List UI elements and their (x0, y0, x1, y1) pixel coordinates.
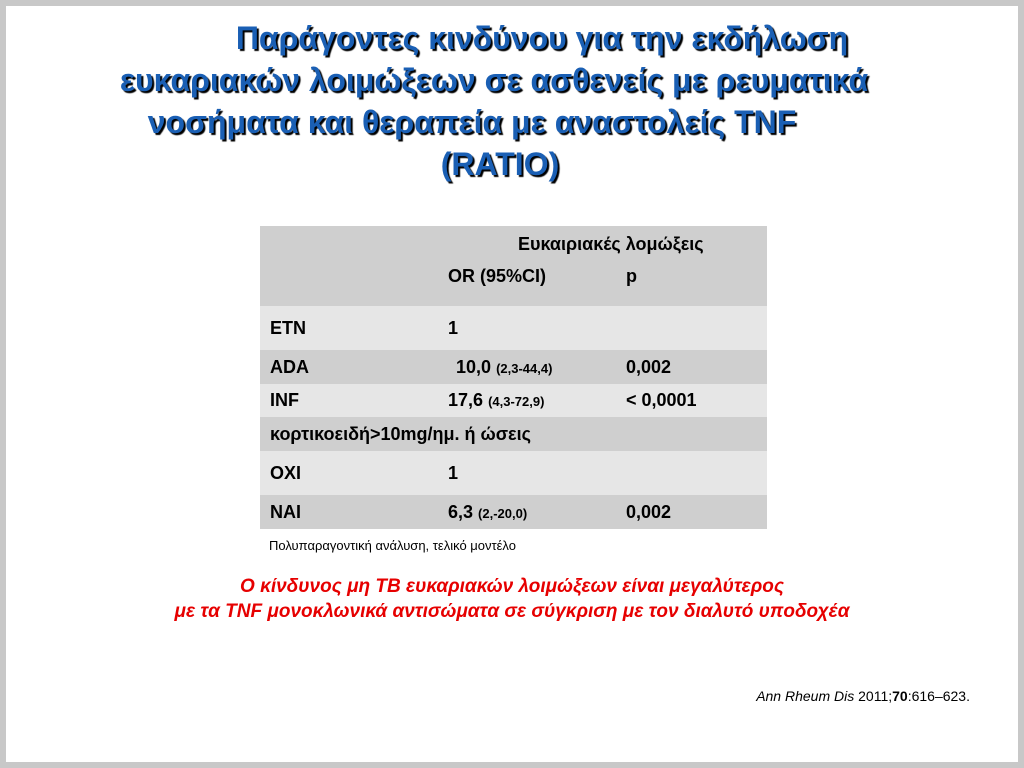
table-row (260, 451, 767, 495)
ci-value: (4,3-72,9) (488, 394, 545, 409)
column-header-p: p (616, 262, 767, 306)
section-label: κορτικοειδή>10mg/ημ. ή ώσεις (260, 417, 767, 451)
title-line-1: Παράγοντες κινδύνου για την εκδήλωση (235, 20, 849, 56)
row-p: 0,002 (616, 495, 767, 529)
row-label: ETN (260, 306, 438, 350)
row-p: 0,002 (616, 350, 767, 384)
conclusion (6, 574, 1018, 624)
row-label: INF (260, 384, 438, 417)
table-footnote: Πολυπαραγοντική ανάλυση, τελικό μοντέλο (269, 538, 516, 553)
ci-value: (2,-20,0) (478, 505, 528, 521)
ci-value: (2,3-44,4) (496, 360, 553, 376)
table-section-row (260, 417, 767, 451)
reference-volume: 70 (892, 688, 908, 704)
reference-year: 2011; (858, 688, 893, 704)
row-or (438, 495, 616, 529)
row-label: ΝΑΙ (260, 495, 438, 529)
column-header-or: OR (95%CI) (438, 262, 616, 306)
results-table (260, 226, 767, 529)
table-row (260, 350, 767, 384)
or-value: 1 (448, 462, 459, 483)
slide (6, 6, 1018, 762)
table-row (260, 306, 767, 350)
row-p: < 0,0001 (616, 384, 767, 417)
or-value: 1 (448, 317, 459, 338)
row-or (438, 384, 616, 417)
table-row (260, 384, 767, 417)
title-line-3: νοσήματα και θεραπεία με αναστολείς TNF (147, 104, 797, 140)
table-column-header-row (260, 262, 767, 306)
row-or (438, 451, 616, 495)
or-value: 17,6 (448, 390, 484, 410)
title-line-2: ευκαριακών λοιμώξεων σε ασθενείς με ρευματικά (119, 62, 869, 98)
reference-pages: :616–623. (907, 688, 970, 704)
or-value: 6,3 (448, 501, 474, 522)
row-label: ΟΧΙ (260, 451, 438, 495)
table-group-header-row (260, 226, 767, 262)
group-header: Ευκαιριακές λομώξεις (438, 226, 767, 262)
or-value: 10,0 (456, 356, 492, 377)
conclusion-line-1: Ο κίνδυνος μη TB ευκαριακών λοιμώξεων είναι μεγαλύτερος (240, 576, 784, 597)
row-label: ADA (260, 350, 438, 384)
reference-journal: Ann Rheum Dis (756, 688, 855, 704)
row-p (616, 451, 767, 495)
table-row (260, 495, 767, 529)
reference (756, 688, 970, 704)
slide-title (6, 17, 1018, 185)
row-or (438, 306, 616, 350)
row-or (438, 350, 616, 384)
row-p (616, 306, 767, 350)
title-line-4: (RATIO) (440, 146, 560, 182)
conclusion-line-2: με τα TNF μονοκλωνικά αντισώματα σε σύγκριση με τον διαλυτό υποδοχέα (174, 601, 850, 622)
